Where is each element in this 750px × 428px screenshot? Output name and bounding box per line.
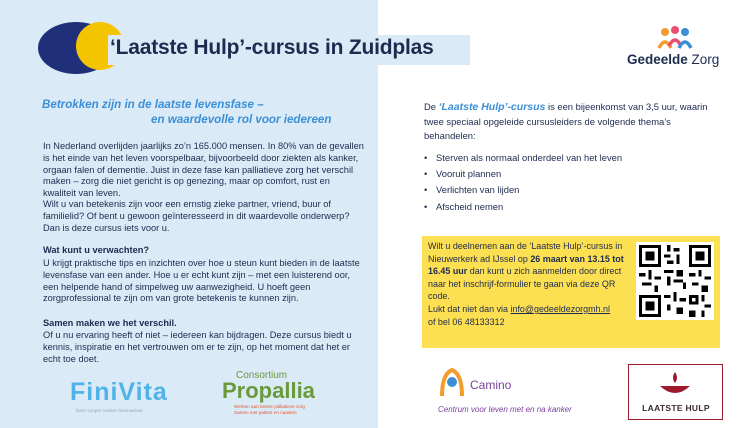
tagline-line-1: Betrokken zijn in de laatste levensfase – [42, 98, 264, 111]
course-date: 26 maart van 13.15 tot 16.45 uur [428, 253, 624, 277]
camino-logo-text: Camino [470, 378, 512, 392]
topic-item: • Verlichten van lijden [422, 182, 622, 198]
finivita-logo: FiniVita [70, 378, 168, 406]
propallia-logo: Propallia [222, 378, 315, 403]
camino-logo-icon [436, 366, 468, 400]
course-name-highlight: ‘Laatste Hulp’-cursus [438, 101, 546, 113]
propallia-consortium-label: Consortium [236, 370, 288, 381]
question-paragraph: Wilt u van betekenis zijn voor een ernstig zieke partner, vriend, buur of familielid? Of bent u gewoon geïnteresseerd in dit waardevolle onderwerp? Dan is deze cursus iets voor u. [43, 199, 350, 233]
laatste-hulp-logo-text: LAATSTE HULP [642, 403, 710, 413]
camino-subtitle: Centrum voor leven met en na kanker [438, 405, 572, 414]
propallia-subtitle: Werken aan betere palliatieve zorg Samen met patiënt en naasten [234, 404, 305, 415]
phone-number: of bel 06 48133312 [428, 316, 505, 327]
gedeelde-zorg-logo-text: Gedeelde Zorg [627, 52, 720, 67]
page-title: ‘Laatste Hulp’-cursus in Zuidplas [110, 36, 434, 59]
topic-item: • Sterven als normaal onderdeel van het leven [422, 150, 622, 166]
tagline-line-2: en waardevolle rol voor iedereen [151, 113, 332, 126]
signup-text: Wilt u deelnemen aan de ‘Laatste Hulp’-cursus in Nieuwerkerk ad IJssel op 26 maart van 13.15 tot 16.45 uur dan kunt u zich aanmelden door direct naar het inschrijf-formulier te gaan via deze QR code. Lukt dat niet dan via info@gedeeldezorgmh.nl of bel 06 48133312 [428, 241, 624, 327]
email-link[interactable]: info@gedeeldezorgmh.nl [510, 303, 610, 314]
topic-item: • Afscheid nemen [422, 199, 622, 215]
course-description: De ‘Laatste Hulp’-cursus is een bijeenkomst van 3,5 uur, waarin twee speciaal opgeleide cursusleiders de volgende thema’s behandelen: [424, 101, 708, 142]
intro-paragraph: In Nederland overlijden jaarlijks zo’n 165.000 mensen. In 80% van de gevallen is het einde van het leven voorspelbaar, bijvoorbeeld door ziekten als kanker, orgaan falen of dementie. Juist in deze fase kan palliatieve zorg het verschil maken – zorg die niet gericht is op genezing, maar op comfort, rust en kwaliteit van leven. [43, 141, 364, 199]
topic-list [422, 150, 622, 215]
section-heading-expectations: Wat kunt u verwachten? [43, 245, 150, 255]
section-heading-together: Samen maken we het verschil. [43, 318, 177, 328]
topic-item: • Vooruit plannen [422, 166, 622, 182]
laatste-hulp-candle-icon [654, 370, 696, 400]
section-text-expectations: U krijgt praktische tips en inzichten over hoe u steun kunt bieden in de laatste levensfase van een ander. Hoe u er echt kunt zijn – met een luisterend oor, een helpende hand of simpelweg uw aanwezigheid. U hoeft geen zorgprofessional te zijn om van grote betekenis te kunnen zijn. [43, 258, 360, 304]
finivita-subtitle: beter zorgen rondom levenseinde [76, 408, 144, 413]
section-text-together: Of u nu ervaring heeft of niet – iedereen kan bijdragen. Deze cursus biedt u kennis, inspiratie en het vertrouwen om er te zijn, op het moment dat het er echt toe doet. [43, 330, 352, 364]
qr-code-icon[interactable] [636, 242, 714, 320]
